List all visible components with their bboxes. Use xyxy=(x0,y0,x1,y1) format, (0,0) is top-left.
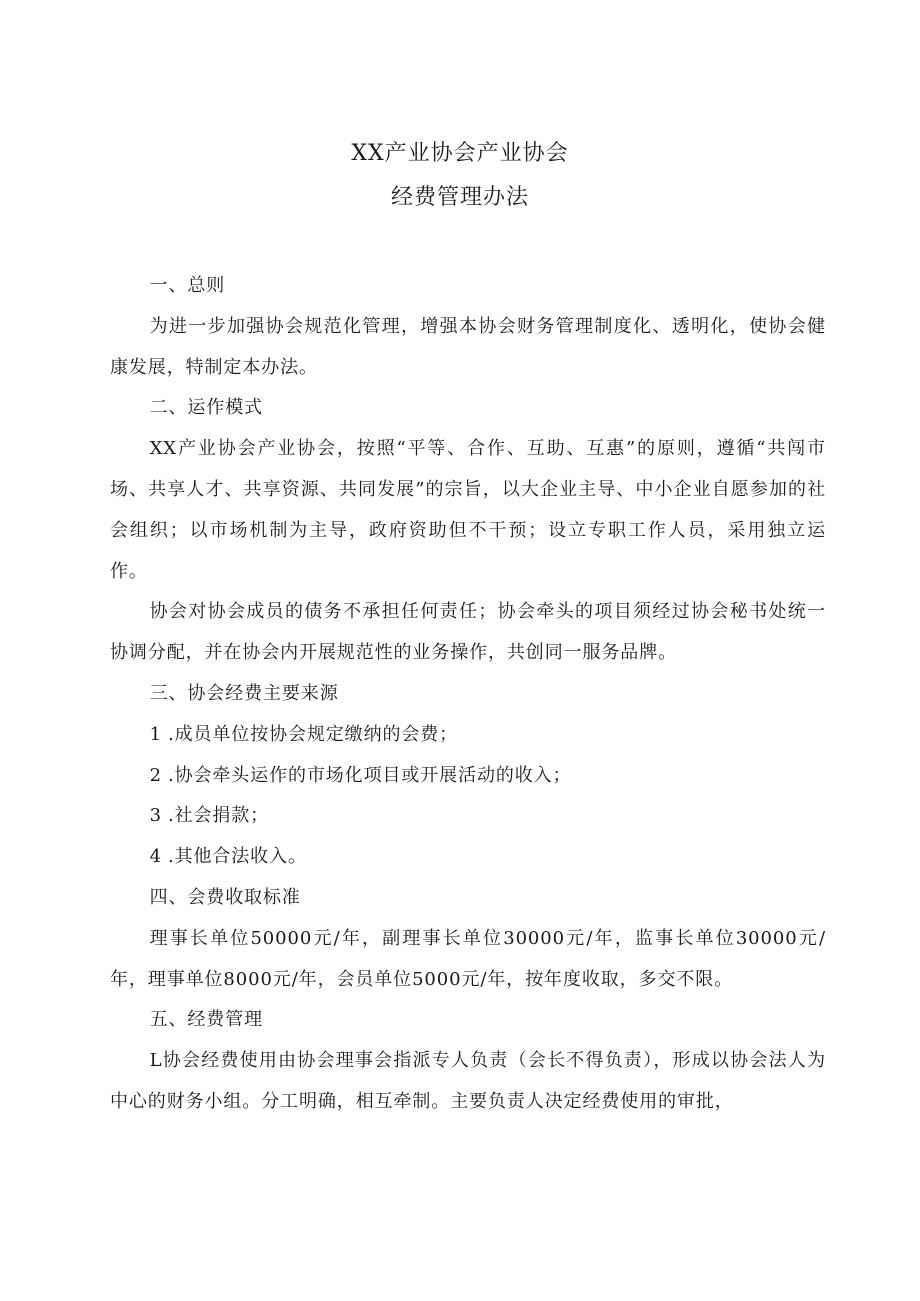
list-item-number: 2 xyxy=(149,764,162,786)
section-heading-fund-management: 五、经费管理 xyxy=(149,1009,263,1031)
document-title: XX产业协会产业协会 xyxy=(351,141,569,166)
section-heading-general: 一、总则 xyxy=(149,275,226,296)
list-item-text: .协会牵头运作的市场化项目或开展活动的收入； xyxy=(167,764,572,786)
list-item xyxy=(110,837,826,878)
list-item-number: 3 xyxy=(149,805,162,827)
list-item xyxy=(110,715,826,756)
list-item xyxy=(110,756,826,797)
list-item-number: 1 xyxy=(149,723,162,745)
paragraph-fee-standard: 理事长单位50000元/年，副理事长单位30000元/年，监事长单位30000元/年，理事单位8000元/年，会员单位5000元/年，按年度收取，多交不限。 xyxy=(110,927,826,990)
paragraph-general: 为进一步加强协会规范化管理，增强本协会财务管理制度化、透明化，使协会健康发展，特制定本办法。 xyxy=(110,315,826,378)
paragraph-operation-mode-1: XX产业协会产业协会，按照“平等、合作、互助、互惠”的原则，遵循“共闯市场、共享人才、共享资源、共同发展”的宗旨，以大企业主导、中小企业自愿参加的社会组织；以市场机制为主导，政府资助但不干预；设立专职工作人员，采用独立运作。 xyxy=(110,438,826,582)
list-item-text: .社会捐款； xyxy=(167,805,270,827)
list-item xyxy=(110,796,826,837)
section-heading-operation-mode: 二、运作模式 xyxy=(149,397,263,419)
paragraph-fund-management: L协会经费使用由协会理事会指派专人负责（会长不得负责），形成以协会法人为中心的财务小组。分工明确，相互牵制。主要负责人决定经费使用的审批， xyxy=(110,1050,826,1112)
section-heading-funding-sources: 三、协会经费主要来源 xyxy=(149,682,339,704)
list-item-text: .其他合法收入。 xyxy=(167,846,307,868)
list-item-number: 4 xyxy=(149,846,162,868)
paragraph-operation-mode-2: 协会对协会成员的债务不承担任何责任；协会牵头的项目须经过协会秘书处统一协调分配，并在协会内开展规范性的业务操作，共创同一服务品牌。 xyxy=(110,601,826,664)
document-body xyxy=(110,266,826,1123)
section-heading-fee-standard: 四、会费收取标准 xyxy=(149,886,301,908)
list-item-text: .成员单位按协会规定缴纳的会费； xyxy=(167,723,459,745)
document-subtitle: 经费管理办法 xyxy=(390,185,529,210)
